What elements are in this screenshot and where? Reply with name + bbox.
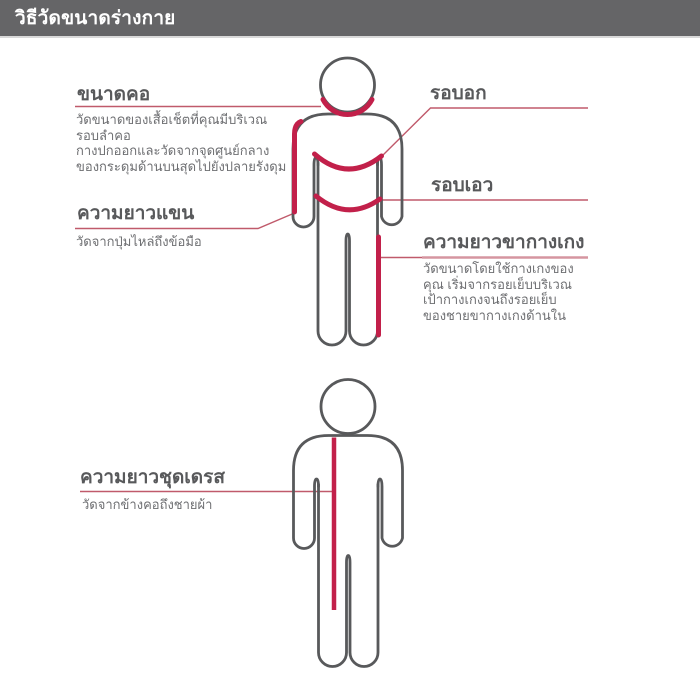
chest-callout-line: [382, 108, 589, 157]
neck-desc-line-1: วัดขนาดของเสื้อเช็ตที่คุณมีบริเวณ: [76, 112, 268, 127]
arm-measure-mark: [295, 122, 302, 213]
measurement-marks-top: [295, 100, 382, 336]
chest-measure-mark: [315, 154, 382, 169]
neck-section-desc: [76, 112, 286, 174]
page-title: วิธีวัดขนาดร่างกาย: [15, 8, 176, 29]
neck-section-title: ขนาดคอ: [77, 84, 151, 105]
pants-desc-line-2: คุณ เริ่มจากรอยเย็บบริเวณ: [423, 276, 572, 292]
chest-section-title: รอบอก: [430, 83, 487, 104]
waist-measure-mark: [316, 196, 380, 210]
figure-bottom-torso-legs: [319, 485, 379, 667]
arm-section-desc: [76, 234, 202, 250]
figure-top-torso-legs: [318, 163, 378, 345]
pants-section-desc: [423, 261, 574, 323]
dress-desc-line-1: วัดจากข้างคอถึงชายผ้า: [82, 497, 213, 512]
neck-desc-line-2: รอบลำคอ: [76, 127, 131, 143]
figure-bottom-head: [321, 380, 375, 434]
pants-desc-line-4: ของชายขากางเกงด้านใน: [423, 307, 567, 323]
waist-section-title: รอบเอว: [431, 175, 494, 196]
neck-desc-line-3: กางปกออกและวัดจากจุดศูนย์กลาง: [76, 143, 270, 158]
dress-section-title: ความยาวชุดเดรส: [80, 467, 225, 488]
body-figure-bottom: [294, 380, 403, 667]
dress-section-desc: [82, 497, 212, 513]
neck-desc-line-4: ของกระดุมด้านบนสุดไปยังปลายรังดุม: [76, 158, 287, 174]
pants-section-title: ความยาวขากางเกง: [423, 232, 585, 253]
pants-desc-line-3: เป้ากางเกงจนถึงรอยเย็บ: [423, 292, 557, 307]
arm-section-title: ความยาวแขน: [77, 203, 195, 224]
body-figure-top: [293, 58, 402, 345]
pants-desc-line-1: วัดขนาดโดยใช้กางเกงของ: [423, 261, 574, 276]
arm-desc-line-1: วัดจากปุ่มไหล่ถึงข้อมือ: [76, 234, 202, 249]
neck-measure-mark: [323, 100, 372, 115]
